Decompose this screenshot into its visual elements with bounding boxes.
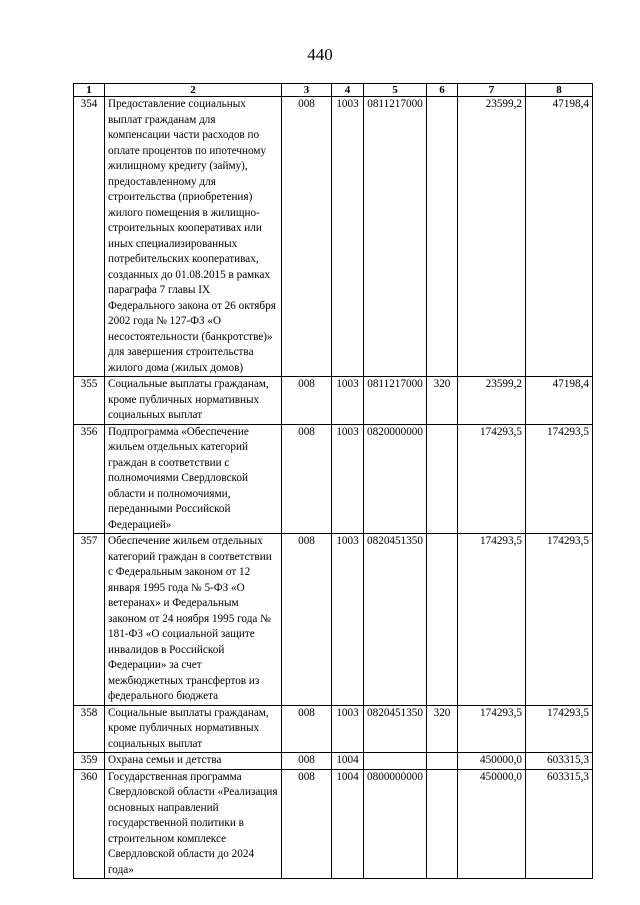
- row-name: Подпрограмма «Обеспечение жильем отдельных категорий граждан в соответствии с полномочиями Свердловской области и полномочиями, переданными Российской Федерацией»: [105, 424, 282, 534]
- cell-c8: 174293,5: [526, 424, 593, 534]
- row-name: Социальные выплаты гражданам, кроме публичных нормативных социальных выплат: [105, 705, 282, 753]
- cell-c4: 1003: [332, 97, 364, 377]
- row-number: 357: [74, 534, 105, 706]
- cell-c8: 47198,4: [526, 377, 593, 425]
- cell-c5: 0820451350: [364, 534, 427, 706]
- cell-c3: 008: [282, 534, 332, 706]
- cell-c3: 008: [282, 424, 332, 534]
- cell-c8: 174293,5: [526, 705, 593, 753]
- column-header: 4: [332, 84, 364, 97]
- column-header: 7: [458, 84, 526, 97]
- cell-c6: [427, 534, 458, 706]
- cell-c7: 450000,0: [458, 769, 526, 879]
- row-name: Социальные выплаты гражданам, кроме публичных нормативных социальных выплат: [105, 377, 282, 425]
- cell-c3: 008: [282, 377, 332, 425]
- cell-c8: 603315,3: [526, 753, 593, 770]
- column-header: 3: [282, 84, 332, 97]
- table-row: [74, 534, 593, 706]
- row-number: 356: [74, 424, 105, 534]
- row-name: Обеспечение жильем отдельных категорий граждан в соответствии с Федеральным законом от 12 января 1995 года № 5-ФЗ «О ветеранах» и Федеральным законом от 24 ноября 1995 года № 181-ФЗ «О социальной защите инвалидов в Российской Федерации» за счет межбюджетных трансфертов из федерального бюджета: [105, 534, 282, 706]
- cell-c5: 0820000000: [364, 424, 427, 534]
- column-header: 8: [526, 84, 593, 97]
- cell-c7: 174293,5: [458, 424, 526, 534]
- cell-c5: [364, 753, 427, 770]
- cell-c4: 1003: [332, 534, 364, 706]
- cell-c4: 1004: [332, 769, 364, 879]
- cell-c7: 174293,5: [458, 534, 526, 706]
- table-row: [74, 753, 593, 770]
- row-number: 358: [74, 705, 105, 753]
- cell-c6: [427, 97, 458, 377]
- cell-c5: 0820451350: [364, 705, 427, 753]
- row-number: 355: [74, 377, 105, 425]
- table-row: [74, 424, 593, 534]
- cell-c7: 23599,2: [458, 97, 526, 377]
- cell-c5: 0800000000: [364, 769, 427, 879]
- cell-c3: 008: [282, 97, 332, 377]
- cell-c3: 008: [282, 769, 332, 879]
- cell-c5: 0811217000: [364, 97, 427, 377]
- column-header: 5: [364, 84, 427, 97]
- cell-c7: 450000,0: [458, 753, 526, 770]
- cell-c7: 174293,5: [458, 705, 526, 753]
- cell-c5: 0811217000: [364, 377, 427, 425]
- cell-c6: [427, 424, 458, 534]
- row-number: 360: [74, 769, 105, 879]
- row-name: Охрана семьи и детства: [105, 753, 282, 770]
- row-number: 354: [74, 97, 105, 377]
- cell-c6: 320: [427, 377, 458, 425]
- cell-c8: 47198,4: [526, 97, 593, 377]
- cell-c4: 1003: [332, 424, 364, 534]
- cell-c4: 1003: [332, 377, 364, 425]
- cell-c3: 008: [282, 705, 332, 753]
- cell-c3: 008: [282, 753, 332, 770]
- header-row: [74, 84, 593, 97]
- column-header: 2: [105, 84, 282, 97]
- cell-c8: 174293,5: [526, 534, 593, 706]
- cell-c6: [427, 753, 458, 770]
- column-header: 1: [74, 84, 105, 97]
- table-row: [74, 769, 593, 879]
- cell-c4: 1003: [332, 705, 364, 753]
- row-name: Предоставление социальных выплат гражданам для компенсации части расходов по оплате процентов по ипотечному жилищному кредиту (займу), предоставленному для строительства (приобретения) жилого помещения в жилищно-строительных кооперативах или иных специализированных потребительских кооперативах, созданных до 01.08.2015 в рамках параграфа 7 главы IX Федерального закона от 26 октября 2002 года № 127-ФЗ «О несостоятельности (банкротстве)» для завершения строительства жилого дома (жилых домов): [105, 97, 282, 377]
- cell-c8: 603315,3: [526, 769, 593, 879]
- cell-c4: 1004: [332, 753, 364, 770]
- cell-c7: 23599,2: [458, 377, 526, 425]
- row-name: Государственная программа Свердловской области «Реализация основных направлений государственной политики в строительном комплексе Свердловской области до 2024 года»: [105, 769, 282, 879]
- column-header: 6: [427, 84, 458, 97]
- cell-c6: 320: [427, 705, 458, 753]
- table-row: [74, 377, 593, 425]
- table-row: [74, 705, 593, 753]
- budget-table: [73, 83, 593, 879]
- page-number: 440: [307, 45, 333, 64]
- table-row: [74, 97, 593, 377]
- cell-c6: [427, 769, 458, 879]
- row-number: 359: [74, 753, 105, 770]
